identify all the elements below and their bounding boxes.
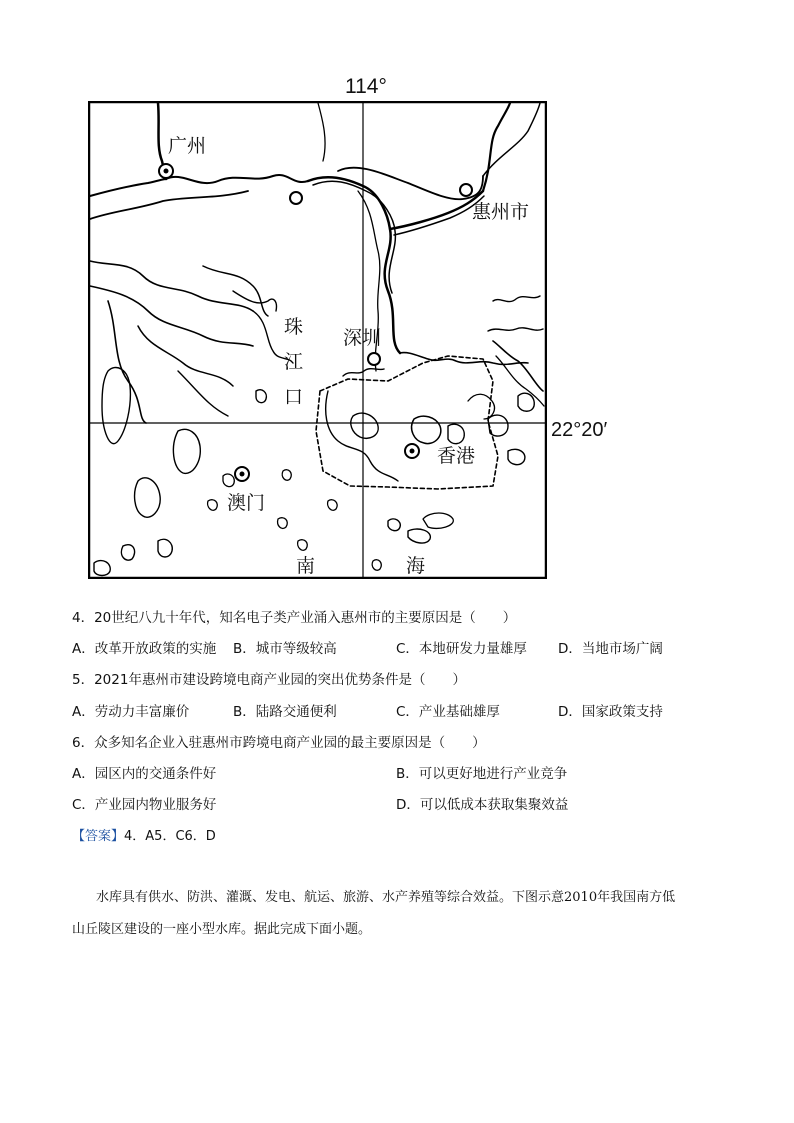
question-4-stem: 4．20世纪八九十年代，知名电子类产业涌入惠州市的主要原因是（ ） <box>72 610 517 626</box>
question-6-option-b: B．可以更好地进行产业竞争 <box>396 766 568 782</box>
answer-tag: 【答案】 <box>72 829 125 844</box>
question-5-option-c: C．产业基础雄厚 <box>396 704 500 720</box>
question-4-option-d: D．当地市场广阔 <box>558 641 663 657</box>
question-5-option-a: A．劳动力丰富廉价 <box>72 704 190 720</box>
label-zhujiangkou-2: 江 <box>284 351 304 373</box>
label-sea: 海 <box>406 555 426 577</box>
question-5-option-d: D．国家政策支持 <box>558 704 663 720</box>
question-6-option-d: D．可以低成本获取集聚效益 <box>396 797 569 813</box>
question-5-stem: 5．2021年惠州市建设跨境电商产业园的突出优势条件是（ ） <box>72 672 466 688</box>
intro-paragraph-line-1: 水库具有供水、防洪、灌溉、发电、航运、旅游、水产养殖等综合效益。下图示意2010年我国南方低 <box>96 890 676 905</box>
pearl-river-delta-map <box>88 101 547 579</box>
label-huizhou: 惠州市 <box>472 201 530 223</box>
answer-text: 4．A5．C6．D <box>124 829 216 844</box>
question-4-option-a: A．改革开放政策的实施 <box>72 641 217 657</box>
question-5-option-b: B．陆路交通便利 <box>233 704 337 720</box>
question-4-option-c: C．本地研发力量雄厚 <box>396 641 527 657</box>
intro-paragraph-line-2: 山丘陵区建设的一座小型水库。据此完成下面小题。 <box>72 922 372 937</box>
question-6-stem: 6．众多知名企业入驻惠州市跨境电商产业园的最主要原因是（ ） <box>72 735 486 751</box>
label-zhujiangkou-1: 珠 <box>284 316 304 338</box>
label-macau: 澳门 <box>227 492 266 514</box>
question-4-option-b: B．城市等级较高 <box>233 641 337 657</box>
label-hongkong: 香港 <box>437 445 476 467</box>
answer-line <box>72 828 216 846</box>
label-south: 南 <box>296 555 316 577</box>
longitude-label: 114° <box>345 75 387 98</box>
label-shenzhen: 深圳 <box>343 327 382 349</box>
label-guangzhou: 广州 <box>168 135 207 157</box>
latitude-label: 22°20′ <box>551 419 608 441</box>
label-zhujiangkou-3: 口 <box>284 386 304 408</box>
question-6-option-a: A．园区内的交通条件好 <box>72 766 217 782</box>
question-6-option-c: C．产业园内物业服务好 <box>72 797 217 813</box>
